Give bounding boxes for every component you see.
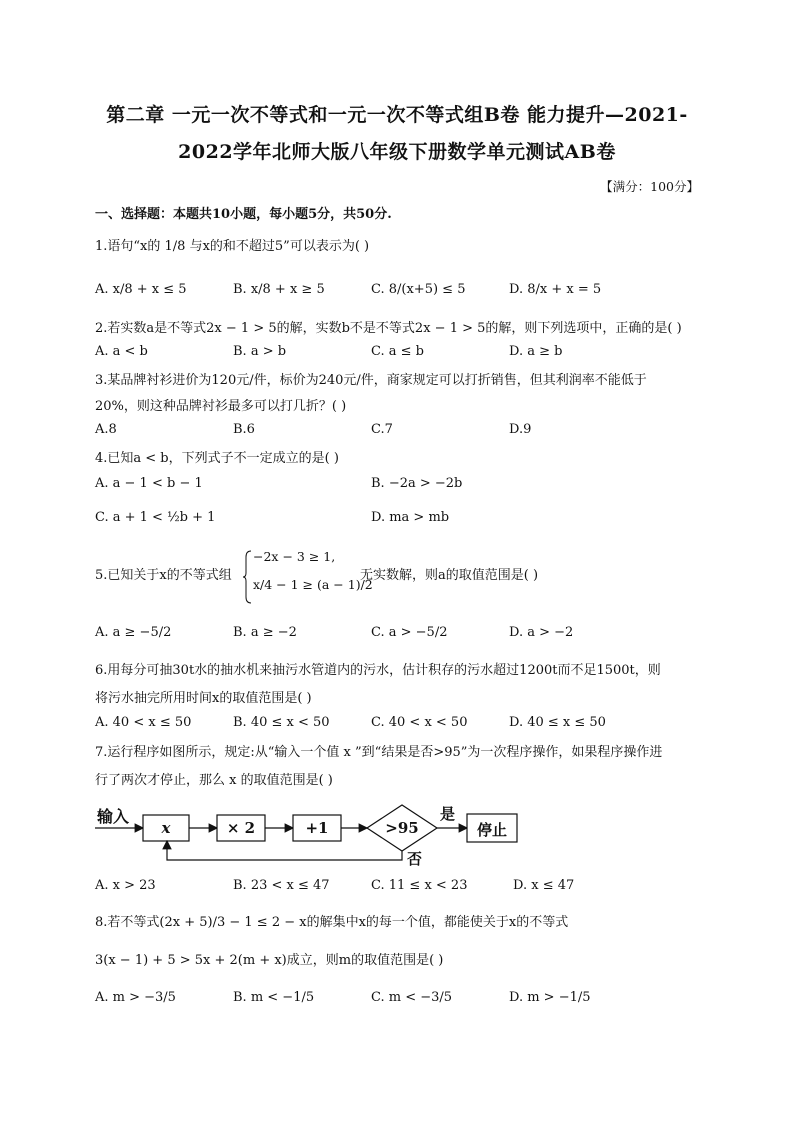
option-d: D.9 [509,422,532,437]
inequality-system [243,549,373,605]
option-c: C. a ≤ b [371,344,424,359]
option-c: C.7 [371,422,393,437]
question-4-options-row2 [95,510,655,532]
option-c: C. 8/(x+5) ≤ 5 [371,282,466,297]
option-a: A. 40 < x ≤ 50 [95,715,192,730]
program-flowchart [95,800,555,870]
option-d: D. m > −1/5 [509,990,591,1005]
option-b: B.6 [233,422,255,437]
flow-box3-label: +1 [305,819,329,837]
option-b: B. m < −1/5 [233,990,315,1005]
option-a: A. x/8 + x ≤ 5 [95,282,187,297]
question-7-stem-line2: 行了两次才停止，那么 x 的取值范围是( ) [95,773,333,788]
flow-no-label: 否 [407,850,423,868]
question-8-options [95,990,655,1012]
system-brace-icon [243,549,253,605]
document-title-line2: 2022学年北师大版八年级下册数学单元测试AB卷 [178,141,616,163]
option-d: D. a > −2 [509,625,574,640]
option-d: D. x ≤ 47 [513,878,575,893]
flow-input-label: 输入 [97,807,130,826]
question-4-options-row1 [95,476,655,498]
question-5-stem-post: 无实数解，则a的取值范围是( ) [360,568,539,583]
question-6-stem-line2: 将污水抽完所用时间x的取值范围是( ) [95,691,312,706]
question-8-stem-line2: 3(x − 1) + 5 > 5x + 2(m + x)成立，则m的取值范围是( ) [95,953,444,968]
question-6-stem-line1: 6.用每分可抽30t水的抽水机来抽污水管道内的污水，估计积存的污水超过1200t而不足1500t，则 [95,663,661,678]
question-5-options [95,625,655,647]
option-c: C. 40 < x < 50 [371,715,468,730]
option-d: D. 8/x + x = 5 [509,282,602,297]
option-a: A. a − 1 < b − 1 [95,476,203,491]
option-a: A. m > −3/5 [95,990,176,1005]
full-score-label: 【满分：100分】 [600,179,699,194]
system-line2: x/4 − 1 ≥ (a − 1)/2 [253,577,373,592]
flow-yes-label: 是 [440,805,456,823]
option-d: D. 40 ≤ x ≤ 50 [509,715,606,730]
option-b: B. a ≥ −2 [233,625,297,640]
option-a: A.8 [95,422,117,437]
question-3-stem-line1: 3.某品牌衬衫进价为120元/件，标价为240元/件，商家规定可以打折销售，但其利润率不能低于 [95,373,647,388]
question-1-options [95,282,655,304]
option-a: A. a ≥ −5/2 [95,625,172,640]
document-title-line1: 第二章 一元一次不等式和一元一次不等式组B卷 能力提升—2021- [106,104,688,126]
question-8-stem-line1 [95,912,568,934]
option-c: C. m < −3/5 [371,990,453,1005]
flow-box2-label: × 2 [226,819,256,837]
option-a: A. a < b [95,344,148,359]
question-8-stem-pre: 8.若不等式 [95,915,160,930]
question-7-stem-line1: 7.运行程序如图所示，规定:从“输入一个值 x ”到“结果是否>95”为一次程序操作，如果程序操作进 [95,745,663,760]
flow-diamond-label: >95 [385,819,419,837]
question-5-stem-pre: 5.已知关于x的不等式组 [95,568,232,583]
option-a: A. x > 23 [95,878,156,893]
option-b: B. 40 ≤ x < 50 [233,715,330,730]
question-8-stem-post: − 1 ≤ 2 − x的解集中x的每一个值，都能使关于x的不等式 [225,915,569,930]
question-3-stem-line2: 20%，则这种品牌衬衫最多可以打几折？( ) [95,399,347,414]
system-line1: −2x − 3 ≥ 1, [253,549,336,564]
question-6-options [95,715,655,737]
option-c: C. a + 1 < ½b + 1 [95,510,216,525]
question-4-stem: 4.已知a < b，下列式子不一定成立的是( ) [95,451,339,466]
section-heading: 一、选择题：本题共10小题，每小题5分，共50分. [95,207,392,222]
option-d: D. ma > mb [371,510,450,525]
flow-box1-label: x [161,819,171,837]
question-2-stem: 2.若实数a是不等式2x − 1 > 5的解，实数b不是不等式2x − 1 > 5的解，则下列选项中，正确的是( ) [95,321,682,336]
question-1-stem: 1.语句“x的 1/8 与x的和不超过5”可以表示为( ) [95,239,370,254]
option-b: B. x/8 + x ≥ 5 [233,282,325,297]
flow-loop-arrow [167,841,402,860]
question-3-options [95,422,655,444]
question-7-options [95,878,655,900]
option-c: C. 11 ≤ x < 23 [371,878,468,893]
question-2-options [95,344,655,366]
option-c: C. a > −5/2 [371,625,448,640]
flow-stop-label: 停止 [476,821,507,839]
question-8-fraction: (2x + 5)/3 [159,915,226,930]
option-b: B. −2a > −2b [371,476,463,491]
option-b: B. a > b [233,344,287,359]
option-d: D. a ≥ b [509,344,563,359]
option-b: B. 23 < x ≤ 47 [233,878,330,893]
